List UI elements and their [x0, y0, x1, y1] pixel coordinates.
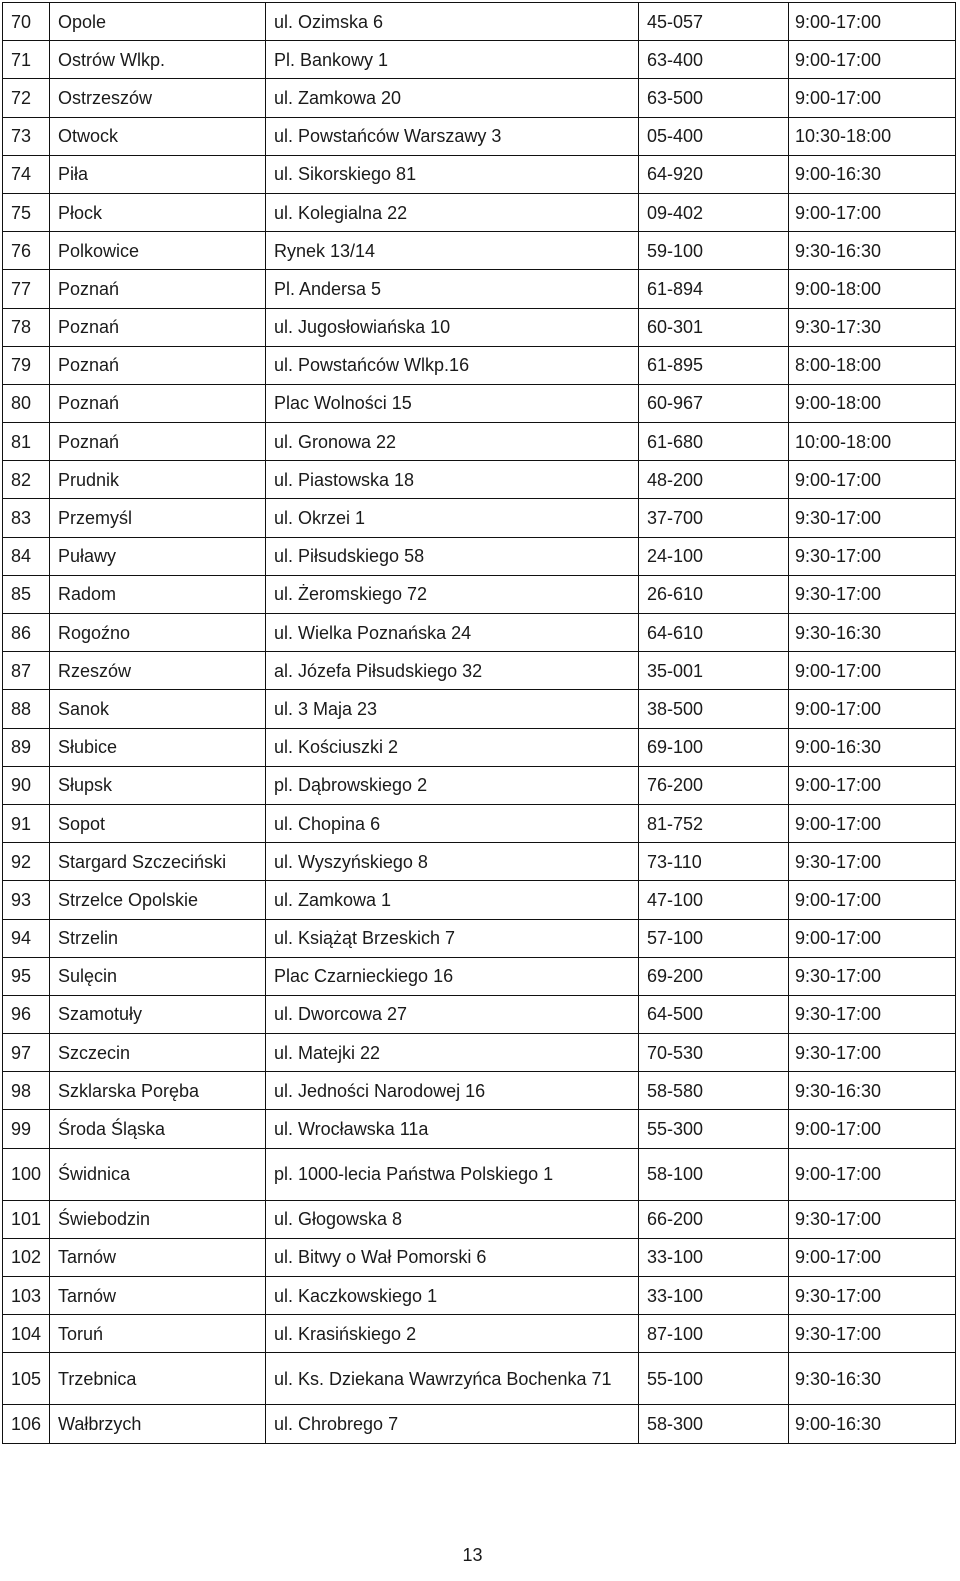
city-cell: Prudnik: [50, 461, 266, 499]
address-cell: ul. Matejki 22: [266, 1034, 639, 1072]
city-cell: Poznań: [50, 423, 266, 461]
opening-hours-cell: 9:00-17:00: [789, 1148, 956, 1200]
row-number-cell: 75: [3, 193, 50, 231]
postal-code-cell: 61-895: [639, 346, 789, 384]
postal-code-cell: 66-200: [639, 1200, 789, 1238]
postal-code-cell: 63-400: [639, 41, 789, 79]
opening-hours-cell: 9:00-17:00: [789, 41, 956, 79]
address-cell: ul. Dworcowa 27: [266, 995, 639, 1033]
row-number-cell: 96: [3, 995, 50, 1033]
opening-hours-cell: 9:00-17:00: [789, 79, 956, 117]
address-cell: ul. Gronowa 22: [266, 423, 639, 461]
opening-hours-cell: 8:00-18:00: [789, 346, 956, 384]
address-cell: Pl. Bankowy 1: [266, 41, 639, 79]
postal-code-cell: 58-300: [639, 1405, 789, 1443]
address-cell: ul. Krasińskiego 2: [266, 1315, 639, 1353]
postal-code-cell: 59-100: [639, 232, 789, 270]
opening-hours-cell: 9:00-18:00: [789, 270, 956, 308]
row-number-cell: 72: [3, 79, 50, 117]
table-row: [3, 575, 956, 613]
city-cell: Słupsk: [50, 766, 266, 804]
table-row: [3, 1072, 956, 1110]
city-cell: Szklarska Poręba: [50, 1072, 266, 1110]
address-cell: al. Józefa Piłsudskiego 32: [266, 652, 639, 690]
table-row: [3, 461, 956, 499]
table-row: [3, 270, 956, 308]
city-cell: Przemyśl: [50, 499, 266, 537]
opening-hours-cell: 10:00-18:00: [789, 423, 956, 461]
opening-hours-cell: 9:00-17:00: [789, 690, 956, 728]
table-row: [3, 1110, 956, 1148]
table-row: [3, 1315, 956, 1353]
postal-code-cell: 55-300: [639, 1110, 789, 1148]
table-row: [3, 423, 956, 461]
opening-hours-cell: 9:00-17:00: [789, 881, 956, 919]
opening-hours-cell: 9:00-17:00: [789, 3, 956, 41]
opening-hours-cell: 9:30-17:00: [789, 537, 956, 575]
postal-code-cell: 55-100: [639, 1353, 789, 1405]
opening-hours-cell: 10:30-18:00: [789, 117, 956, 155]
row-number-cell: 95: [3, 957, 50, 995]
table-row: [3, 1277, 956, 1315]
postal-code-cell: 58-580: [639, 1072, 789, 1110]
row-number-cell: 92: [3, 843, 50, 881]
table-row: [3, 728, 956, 766]
opening-hours-cell: 9:30-17:00: [789, 995, 956, 1033]
city-cell: Opole: [50, 3, 266, 41]
table-row: [3, 843, 956, 881]
table-row: [3, 41, 956, 79]
opening-hours-cell: 9:30-17:00: [789, 1200, 956, 1238]
city-cell: Polkowice: [50, 232, 266, 270]
opening-hours-cell: 9:30-16:30: [789, 232, 956, 270]
table-row: [3, 232, 956, 270]
postal-code-cell: 70-530: [639, 1034, 789, 1072]
address-cell: pl. Dąbrowskiego 2: [266, 766, 639, 804]
city-cell: Sulęcin: [50, 957, 266, 995]
opening-hours-cell: 9:00-17:00: [789, 1110, 956, 1148]
opening-hours-cell: 9:00-17:00: [789, 461, 956, 499]
opening-hours-cell: 9:30-17:00: [789, 1315, 956, 1353]
address-cell: ul. Powstańców Wlkp.16: [266, 346, 639, 384]
address-cell: ul. Wyszyńskiego 8: [266, 843, 639, 881]
table-row: [3, 1034, 956, 1072]
row-number-cell: 76: [3, 232, 50, 270]
opening-hours-cell: 9:00-16:30: [789, 155, 956, 193]
table-row: [3, 499, 956, 537]
row-number-cell: 70: [3, 3, 50, 41]
row-number-cell: 88: [3, 690, 50, 728]
postal-code-cell: 76-200: [639, 766, 789, 804]
postal-code-cell: 45-057: [639, 3, 789, 41]
city-cell: Szamotuły: [50, 995, 266, 1033]
table-row: [3, 193, 956, 231]
city-cell: Poznań: [50, 384, 266, 422]
address-cell: Plac Wolności 15: [266, 384, 639, 422]
address-cell: ul. Jedności Narodowej 16: [266, 1072, 639, 1110]
table-row: [3, 384, 956, 422]
city-cell: Świebodzin: [50, 1200, 266, 1238]
city-cell: Słubice: [50, 728, 266, 766]
address-cell: ul. Piłsudskiego 58: [266, 537, 639, 575]
row-number-cell: 105: [3, 1353, 50, 1405]
postal-code-cell: 87-100: [639, 1315, 789, 1353]
row-number-cell: 89: [3, 728, 50, 766]
table-row: [3, 652, 956, 690]
city-cell: Poznań: [50, 346, 266, 384]
opening-hours-cell: 9:30-17:30: [789, 308, 956, 346]
address-cell: ul. Zamkowa 1: [266, 881, 639, 919]
table-row: [3, 614, 956, 652]
opening-hours-cell: 9:30-16:30: [789, 1353, 956, 1405]
address-cell: ul. Żeromskiego 72: [266, 575, 639, 613]
postal-code-cell: 26-610: [639, 575, 789, 613]
city-cell: Świdnica: [50, 1148, 266, 1200]
postal-code-cell: 33-100: [639, 1277, 789, 1315]
address-cell: pl. 1000-lecia Państwa Polskiego 1: [266, 1148, 639, 1200]
row-number-cell: 104: [3, 1315, 50, 1353]
postal-code-cell: 64-500: [639, 995, 789, 1033]
city-cell: Sanok: [50, 690, 266, 728]
opening-hours-cell: 9:00-16:30: [789, 728, 956, 766]
row-number-cell: 78: [3, 308, 50, 346]
table-row: [3, 766, 956, 804]
postal-code-cell: 57-100: [639, 919, 789, 957]
opening-hours-cell: 9:30-17:00: [789, 1034, 956, 1072]
opening-hours-cell: 9:30-16:30: [789, 1072, 956, 1110]
address-cell: Rynek 13/14: [266, 232, 639, 270]
address-cell: ul. Jugosłowiańska 10: [266, 308, 639, 346]
address-cell: Pl. Andersa 5: [266, 270, 639, 308]
city-cell: Płock: [50, 193, 266, 231]
row-number-cell: 82: [3, 461, 50, 499]
table-row: [3, 79, 956, 117]
table-row: [3, 995, 956, 1033]
city-cell: Tarnów: [50, 1277, 266, 1315]
row-number-cell: 84: [3, 537, 50, 575]
postal-code-cell: 63-500: [639, 79, 789, 117]
postal-code-cell: 33-100: [639, 1238, 789, 1276]
opening-hours-cell: 9:00-16:30: [789, 1405, 956, 1443]
postal-code-cell: 05-400: [639, 117, 789, 155]
table-row: [3, 308, 956, 346]
table-row: [3, 537, 956, 575]
address-cell: ul. Kaczkowskiego 1: [266, 1277, 639, 1315]
row-number-cell: 86: [3, 614, 50, 652]
table-row: [3, 346, 956, 384]
postal-code-cell: 69-100: [639, 728, 789, 766]
row-number-cell: 100: [3, 1148, 50, 1200]
table-row: [3, 3, 956, 41]
address-cell: ul. Chrobrego 7: [266, 1405, 639, 1443]
opening-hours-cell: 9:30-17:00: [789, 575, 956, 613]
address-cell: ul. Chopina 6: [266, 804, 639, 842]
row-number-cell: 93: [3, 881, 50, 919]
city-cell: Tarnów: [50, 1238, 266, 1276]
postal-code-cell: 24-100: [639, 537, 789, 575]
postal-code-cell: 37-700: [639, 499, 789, 537]
page-number: 13: [462, 1545, 483, 1565]
city-cell: Ostrów Wlkp.: [50, 41, 266, 79]
postal-code-cell: 60-301: [639, 308, 789, 346]
table-row: [3, 1238, 956, 1276]
city-cell: Sopot: [50, 804, 266, 842]
address-cell: ul. Książąt Brzeskich 7: [266, 919, 639, 957]
row-number-cell: 90: [3, 766, 50, 804]
city-cell: Rogoźno: [50, 614, 266, 652]
row-number-cell: 94: [3, 919, 50, 957]
address-cell: ul. Kościuszki 2: [266, 728, 639, 766]
city-cell: Stargard Szczeciński: [50, 843, 266, 881]
table-row: [3, 690, 956, 728]
address-cell: ul. Zamkowa 20: [266, 79, 639, 117]
opening-hours-cell: 9:00-17:00: [789, 652, 956, 690]
city-cell: Wałbrzych: [50, 1405, 266, 1443]
row-number-cell: 103: [3, 1277, 50, 1315]
address-cell: ul. Kolegialna 22: [266, 193, 639, 231]
row-number-cell: 99: [3, 1110, 50, 1148]
postal-code-cell: 61-680: [639, 423, 789, 461]
postal-code-cell: 35-001: [639, 652, 789, 690]
row-number-cell: 71: [3, 41, 50, 79]
row-number-cell: 87: [3, 652, 50, 690]
table-row: [3, 804, 956, 842]
row-number-cell: 98: [3, 1072, 50, 1110]
row-number-cell: 83: [3, 499, 50, 537]
address-cell: ul. Głogowska 8: [266, 1200, 639, 1238]
address-cell: ul. Wielka Poznańska 24: [266, 614, 639, 652]
opening-hours-cell: 9:00-17:00: [789, 1238, 956, 1276]
address-cell: ul. Sikorskiego 81: [266, 155, 639, 193]
row-number-cell: 80: [3, 384, 50, 422]
table-row: [3, 919, 956, 957]
opening-hours-cell: 9:00-17:00: [789, 919, 956, 957]
row-number-cell: 91: [3, 804, 50, 842]
address-cell: ul. Ks. Dziekana Wawrzyńca Bochenka 71: [266, 1353, 639, 1405]
city-cell: Toruń: [50, 1315, 266, 1353]
city-cell: Strzelin: [50, 919, 266, 957]
address-cell: ul. Ozimska 6: [266, 3, 639, 41]
opening-hours-cell: 9:00-18:00: [789, 384, 956, 422]
city-cell: Puławy: [50, 537, 266, 575]
row-number-cell: 73: [3, 117, 50, 155]
opening-hours-cell: 9:00-17:00: [789, 193, 956, 231]
address-cell: ul. Powstańców Warszawy 3: [266, 117, 639, 155]
row-number-cell: 97: [3, 1034, 50, 1072]
table-row: [3, 155, 956, 193]
opening-hours-cell: 9:30-17:00: [789, 957, 956, 995]
row-number-cell: 106: [3, 1405, 50, 1443]
postal-code-cell: 64-920: [639, 155, 789, 193]
opening-hours-cell: 9:30-17:00: [789, 1277, 956, 1315]
address-cell: ul. Piastowska 18: [266, 461, 639, 499]
opening-hours-cell: 9:30-17:00: [789, 499, 956, 537]
postal-code-cell: 64-610: [639, 614, 789, 652]
address-cell: ul. Okrzei 1: [266, 499, 639, 537]
row-number-cell: 81: [3, 423, 50, 461]
table-row: [3, 1200, 956, 1238]
address-cell: Plac Czarnieckiego 16: [266, 957, 639, 995]
opening-hours-cell: 9:30-17:00: [789, 843, 956, 881]
city-cell: Poznań: [50, 308, 266, 346]
city-cell: Środa Śląska: [50, 1110, 266, 1148]
postal-code-cell: 47-100: [639, 881, 789, 919]
city-cell: Szczecin: [50, 1034, 266, 1072]
row-number-cell: 101: [3, 1200, 50, 1238]
branch-table: [2, 2, 956, 1444]
branch-table-body: [3, 3, 956, 1444]
postal-code-cell: 81-752: [639, 804, 789, 842]
row-number-cell: 74: [3, 155, 50, 193]
opening-hours-cell: 9:30-16:30: [789, 614, 956, 652]
postal-code-cell: 48-200: [639, 461, 789, 499]
postal-code-cell: 61-894: [639, 270, 789, 308]
opening-hours-cell: 9:00-17:00: [789, 766, 956, 804]
table-row: [3, 957, 956, 995]
postal-code-cell: 69-200: [639, 957, 789, 995]
city-cell: Otwock: [50, 117, 266, 155]
city-cell: Piła: [50, 155, 266, 193]
postal-code-cell: 09-402: [639, 193, 789, 231]
row-number-cell: 85: [3, 575, 50, 613]
table-row: [3, 1353, 956, 1405]
opening-hours-cell: 9:00-17:00: [789, 804, 956, 842]
address-cell: ul. 3 Maja 23: [266, 690, 639, 728]
address-cell: ul. Bitwy o Wał Pomorski 6: [266, 1238, 639, 1276]
table-row: [3, 881, 956, 919]
city-cell: Trzebnica: [50, 1353, 266, 1405]
address-cell: ul. Wrocławska 11a: [266, 1110, 639, 1148]
city-cell: Radom: [50, 575, 266, 613]
table-row: [3, 1405, 956, 1443]
table-row: [3, 117, 956, 155]
city-cell: Ostrzeszów: [50, 79, 266, 117]
city-cell: Strzelce Opolskie: [50, 881, 266, 919]
postal-code-cell: 60-967: [639, 384, 789, 422]
city-cell: Rzeszów: [50, 652, 266, 690]
postal-code-cell: 73-110: [639, 843, 789, 881]
postal-code-cell: 58-100: [639, 1148, 789, 1200]
row-number-cell: 102: [3, 1238, 50, 1276]
city-cell: Poznań: [50, 270, 266, 308]
table-row: [3, 1148, 956, 1200]
row-number-cell: 79: [3, 346, 50, 384]
row-number-cell: 77: [3, 270, 50, 308]
postal-code-cell: 38-500: [639, 690, 789, 728]
